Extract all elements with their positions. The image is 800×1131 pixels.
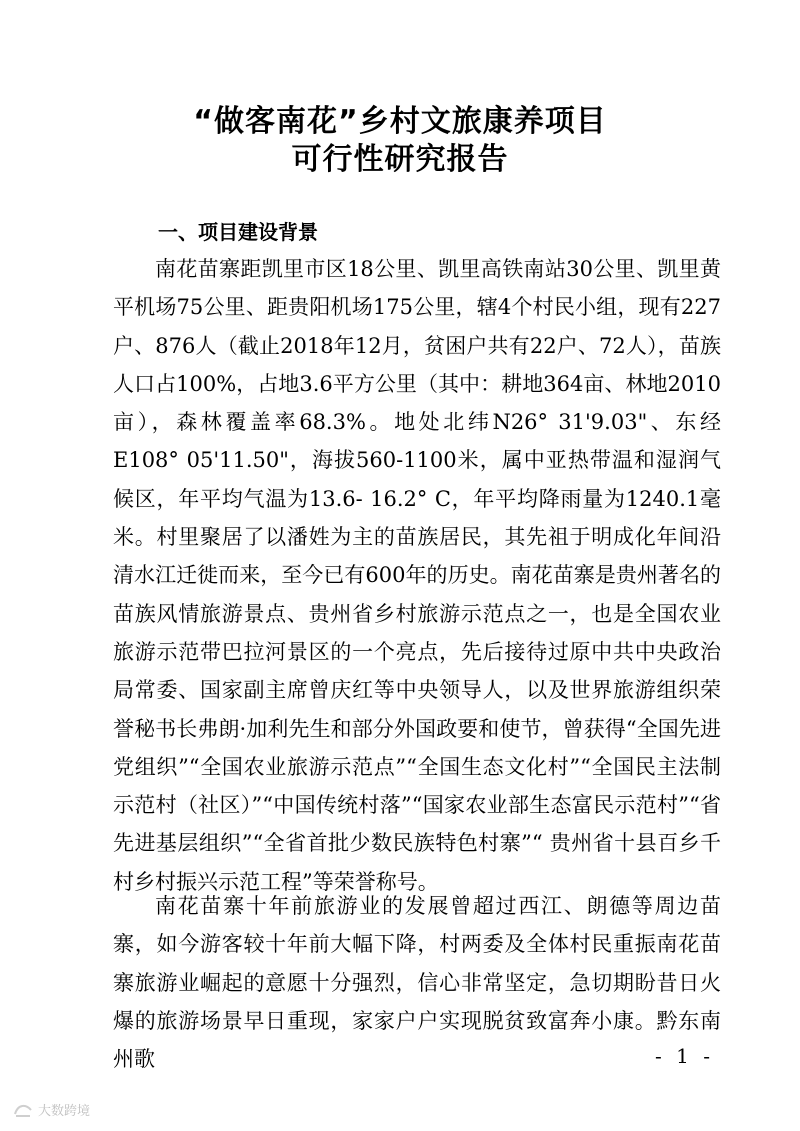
document-title-line-1: “做客南花”乡村文旅康养项目 [193,104,607,139]
paragraph-2: 南花苗寨十年前旅游业的发展曾超过西江、朗德等周边苗寨，如今游客较十年前大幅下降，村两委及全体村民重振南花苗寨旅游业崛起的意愿十分强烈，信心非常坚定，急切期盼昔日火爆的旅游场景早日重现，家家户户实现脱贫致富奔小康。黔东南州歌 [113,894,721,1072]
watermark [12,1100,90,1119]
paragraph-1: 南花苗寨距凯里市区18公里、凯里高铁南站30公里、凯里黄平机场75公里、距贵阳机场175公里，辖4个村民小组，现有227户、876人（截止2018年12月，贫困户共有22户、72人），苗族人口占100%，占地3.6平方公里（其中：耕地364亩、林地2010亩），森林覆盖率68.3%。地处北纬N26° 31'9.03"、东经E108° 05'11.50"，海拔560-1100米，属中亚热带温和湿润气候区，年平均气温为13.6- 16.2° C，年平均降雨量为1240.1毫米。村里聚居了以潘姓为主的苗族居民，其先祖于明成化年间沿清水江迁徙而来，至今已有600年的历史。南花苗寨是贵州著名的苗族风情旅游景点、贵州省乡村旅游示范点之一，也是全国农业旅游示范带巴拉河景区的一个亮点，先后接待过原中共中央政治局常委、国家副主席曾庆红等中央领导人，以及世界旅游组织荣誉秘书长弗朗·加利先生和部分外国政要和使节，曾获得“全国先进党组织”“全国农业旅游示范点”“全国生态文化村”“全国民主法制示范村（社区）”“中国传统村落”“国家农业部生态富民示范村”“省先进基层组织”“全省首批少数民族特色村寨”“ 贵州省十县百乡千村乡村振兴示范工程”等荣誉称号。 [113,257,721,894]
document-title-line-2: 可行性研究报告 [291,142,509,177]
logo-icon [12,1102,34,1118]
page-number: - 1 - [655,1044,714,1068]
watermark-text: 大数跨境 [38,1104,91,1119]
section-heading: 一、项目建设背景 [158,220,318,244]
